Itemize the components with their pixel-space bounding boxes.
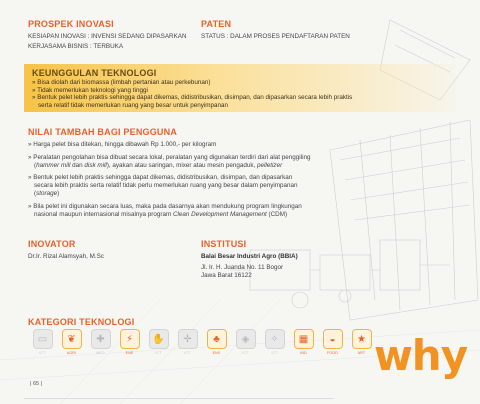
handshake-icon: ✧ bbox=[265, 329, 285, 349]
keunggulan-item: » Bentuk pelet lebih praktis sehingga dapat dikemas, didistribusikan, disimpan, dan dipasarkan secara lebih praktis bbox=[32, 94, 353, 102]
nilai-item-program-lingkungan: » Bila pelet ini digunakan secara luas, maka pada dasarnya akan mendukung program lingkungan nasional maupun internasional misalnya program Clean Development Management (CDM) bbox=[28, 202, 302, 218]
nilai-item-harga: » Harga pelet bisa ditekan, hingga dibawah Rp 1.000,- per kilogram bbox=[28, 141, 217, 148]
prospek-inovasi-heading: PROSPEK INOVASI bbox=[28, 19, 114, 29]
leaf-icon: ❦ bbox=[62, 329, 82, 349]
footer-rule bbox=[24, 398, 334, 399]
paten-heading: PATEN bbox=[201, 19, 232, 29]
kategori-item: ♣ ENV bbox=[202, 329, 231, 359]
tree-icon: ♣ bbox=[207, 329, 227, 349]
keunggulan-item: » Bisa diolah dari biomassa (limbah pertanian atau perkebunan) bbox=[32, 79, 211, 86]
kategori-item: ◒ FOOD bbox=[318, 329, 347, 359]
shield-icon: ◈ bbox=[236, 329, 256, 349]
kategori-item: ⚡ ENE bbox=[115, 329, 144, 359]
factory-icon: ▦ bbox=[294, 329, 314, 349]
kategori-item: ✧ ICT bbox=[260, 329, 289, 359]
keunggulan-item: » Tidak memerlukan teknologi yang tinggi bbox=[32, 86, 148, 94]
institusi-address-2: Jawa Barat 16122 bbox=[201, 272, 252, 279]
kategori-item: ◈ ICT bbox=[231, 329, 260, 359]
nilai-item-bentuk-pelet: » Bentuk pelet lebih praktis sehingga dapat dikemas, didistribusikan, disimpan, dan dipasarkan secara lebih praktis serta relatif tidak perlu memerlukan ruang yang besar dalam penyimpanan (storage) bbox=[28, 174, 298, 197]
nilai-tambah-heading: NILAI TAMBAH BAGI PENGGUNA bbox=[28, 127, 178, 137]
kategori-item: ★ ART bbox=[347, 329, 376, 359]
page-number: | 65 | bbox=[30, 381, 43, 387]
why-brand-text: why bbox=[374, 331, 468, 380]
kategori-item: ✚ MED bbox=[86, 329, 115, 359]
nilai-item-peralatan: » Peralatan pengolahan bisa dibuat secara lokal, peralatan yang digunakan terdiri dari alat penggiling (hammer mill dan disk mill), ayakan atau saringan, mixer atau mesin pengaduk, pelletizer bbox=[28, 153, 311, 169]
energy-icon: ⚡ bbox=[120, 329, 140, 349]
cross-icon: ✛ bbox=[178, 329, 198, 349]
star-icon: ★ bbox=[352, 329, 372, 349]
bowl-icon: ◒ bbox=[323, 329, 343, 349]
keunggulan-list bbox=[32, 79, 442, 109]
keunggulan-teknologi-band bbox=[24, 64, 456, 112]
hands-icon: ✋ bbox=[149, 329, 169, 349]
monitor-icon: ▭ bbox=[33, 329, 53, 349]
medical-icon: ✚ bbox=[91, 329, 111, 349]
nilai-tambah-list bbox=[28, 141, 368, 218]
institusi-name: Balai Besar Industri Agro (BBIA) bbox=[201, 253, 298, 260]
kategori-item: ❦ AGRI bbox=[57, 329, 86, 359]
kerjasama-bisnis-text: KERJASAMA BISNIS : TERBUKA bbox=[28, 43, 124, 50]
kategori-icons-row bbox=[28, 329, 376, 359]
paten-status-text: STATUS : DALAM PROSES PENDAFTARAN PATEN bbox=[201, 33, 350, 40]
inovator-heading: INOVATOR bbox=[28, 239, 76, 249]
kesiapan-inovasi-text: KESIAPAN INOVASI : INVENSI SEDANG DIPASARKAN bbox=[28, 33, 187, 40]
kategori-item: ✛ ICT bbox=[173, 329, 202, 359]
kategori-item: ▭ ICT bbox=[28, 329, 57, 359]
kategori-teknologi-heading: KATEGORI TEKNOLOGI bbox=[28, 317, 135, 327]
keunggulan-item: serta relatif tidak memerlukan ruang yang besar untuk penyimpanan bbox=[38, 101, 229, 109]
inovator-name: Dr.Ir. Rizal Alamsyah, M.Sc bbox=[28, 253, 104, 260]
keunggulan-teknologi-heading: KEUNGGULAN TEKNOLOGI bbox=[32, 68, 157, 78]
kategori-item: ✋ ICT bbox=[144, 329, 173, 359]
institusi-heading: INSTITUSI bbox=[201, 239, 247, 249]
institusi-address-1: Jl. Ir. H. Juanda No. 11 Bogor bbox=[201, 264, 284, 271]
kategori-item: ▦ IND bbox=[289, 329, 318, 359]
